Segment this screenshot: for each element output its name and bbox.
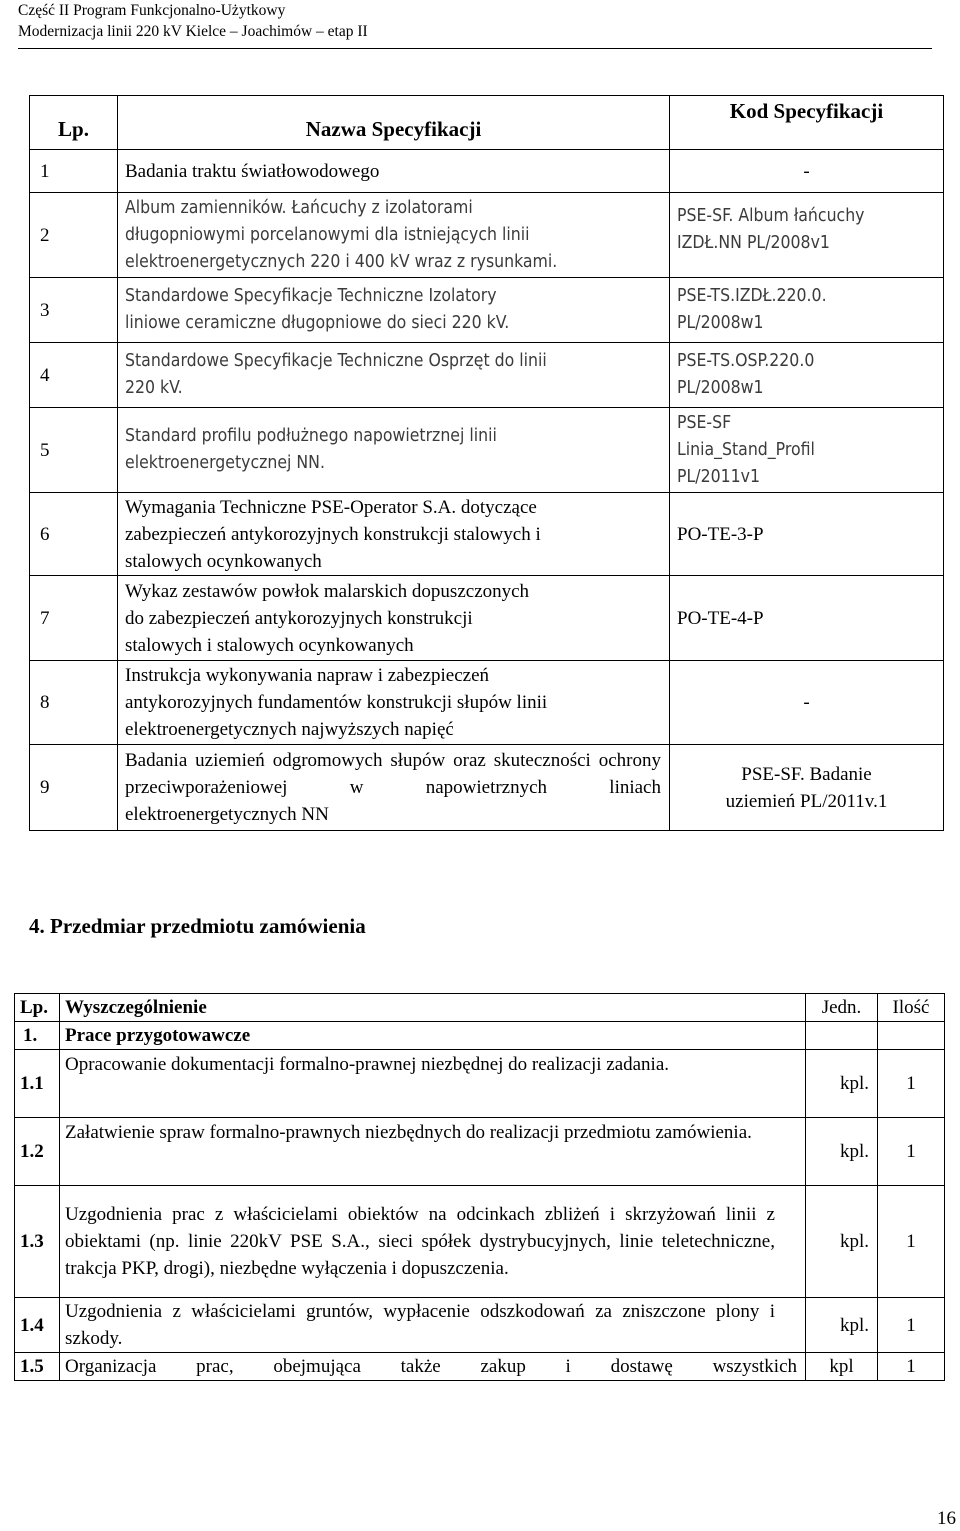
spec-code-line: PSE-TS.OSP.220.0	[677, 351, 815, 371]
qty-row-lp: 1.1	[15, 1050, 60, 1118]
header-line-2: Modernizacja linii 220 kV Kielce – Joachimów – etap II	[18, 23, 368, 40]
spec-row-lp: 2	[30, 193, 118, 278]
spec-row-code	[670, 661, 944, 745]
spec-header-name: Nazwa Specyfikacji	[118, 96, 670, 150]
spec-name-line: Wykaz zestawów powłok malarskich dopuszczonych	[125, 580, 530, 602]
spec-row-lp: 8	[30, 661, 118, 745]
qty-row-desc: Uzgodnienia z właścicielami gruntów, wypłacenie odszkodowań za zniszczone plony i szkody.	[60, 1298, 806, 1353]
spec-row-lp: 1	[30, 150, 118, 193]
qty-row-qty: 1	[878, 1186, 945, 1298]
qty-row-qty: 1	[878, 1050, 945, 1118]
qty-group-qty	[878, 1022, 945, 1050]
spec-code-line: -	[803, 160, 810, 182]
qty-row-unit: kpl.	[806, 1186, 878, 1298]
spec-name-line: liniowe ceramiczne długopniowe do sieci 220 kV.	[125, 313, 510, 333]
quantity-table	[14, 993, 945, 1381]
table-row	[15, 1118, 945, 1186]
spec-row-name	[118, 576, 670, 661]
spec-name-line: 220 kV.	[125, 378, 183, 398]
spec-row-code	[670, 576, 944, 661]
spec-row-code	[670, 745, 944, 831]
qty-header-desc: Wyszczególnienie	[60, 994, 806, 1022]
spec-name-line: antykorozyjnych fundamentów konstrukcji słupów linii	[125, 692, 548, 713]
qty-row-desc: Załatwienie spraw formalno-prawnych niezbędnych do realizacji przedmiotu zamówienia.	[60, 1118, 806, 1186]
spec-name-line: stalowych i stalowych ocynkowanych	[125, 634, 414, 656]
spec-code-line: PL/2011v1	[677, 466, 760, 487]
qty-row-lp: 1.4	[15, 1298, 60, 1353]
spec-row-code	[670, 150, 944, 193]
spec-row-name	[118, 408, 670, 493]
spec-row-code	[670, 278, 944, 343]
spec-row-code	[670, 193, 944, 278]
qty-header-row	[15, 994, 945, 1022]
header-line-1: Część II Program Funkcjonalno-Użytkowy	[18, 2, 286, 19]
spec-row-name	[118, 193, 670, 278]
spec-row	[30, 493, 944, 576]
spec-row-lp: 5	[30, 408, 118, 493]
spec-name-line: Wymagania Techniczne PSE-Operator S.A. dotyczące	[125, 496, 537, 518]
spec-code-line: Linia_Stand_Profil	[677, 439, 815, 460]
spec-row-lp: 3	[30, 278, 118, 343]
spec-code-line: -	[803, 692, 810, 713]
spec-code-line: PSE-TS.IZDŁ.220.0.	[677, 286, 827, 306]
qty-row-lp: 1.3	[15, 1186, 60, 1298]
spec-row-name	[118, 493, 670, 576]
qty-group-desc: Prace przygotowawcze	[60, 1022, 806, 1050]
qty-row-qty: 1	[878, 1298, 945, 1353]
qty-header-qty: Ilość	[878, 994, 945, 1022]
spec-name-line: elektroenergetycznych 220 i 400 kV wraz z rysunkami.	[125, 251, 558, 272]
qty-row-desc: Organizacja prac, obejmująca także zakup i dostawę wszystkich	[60, 1353, 806, 1381]
qty-row-desc: Uzgodnienia prac z właścicielami obiektów na odcinkach zbliżeń i skrzyżowań linii z obiektami (np. linie 220kV PSE S.A., sieci spółek dystrybucyjnych, linie teletechniczne, trakcja PKP, drogi), niezbędne wyłączenia i dopuszczenia.	[60, 1186, 806, 1298]
spec-header-code: Kod Specyfikacji	[670, 96, 944, 150]
section-title: 4. Przedmiar przedmiotu zamówienia	[29, 914, 366, 938]
table-row	[15, 1353, 945, 1381]
spec-row	[30, 745, 944, 831]
spec-row	[30, 343, 944, 408]
spec-row-lp: 6	[30, 493, 118, 576]
qty-row-desc: Opracowanie dokumentacji formalno-prawnej niezbędnej do realizacji zadania.	[60, 1050, 806, 1118]
qty-row-unit: kpl.	[806, 1118, 878, 1186]
spec-row-lp: 9	[30, 745, 118, 831]
spec-code-line: PO-TE-4-P	[677, 607, 764, 629]
spec-code-line: PSE-SF. Album łańcuchy	[677, 206, 865, 226]
specification-table	[29, 95, 944, 831]
spec-row-code	[670, 493, 944, 576]
spec-row-name	[118, 150, 670, 193]
spec-header-lp: Lp.	[30, 96, 118, 150]
spec-name-line: zabezpieczeń antykorozyjnych konstrukcji stalowych i	[125, 523, 541, 545]
spec-name-line: stalowych ocynkowanych	[125, 550, 322, 572]
qty-group-row	[15, 1022, 945, 1050]
qty-group-lp: 1.	[15, 1022, 60, 1050]
spec-name-line: Standard profilu podłużnego napowietrznej linii	[125, 426, 497, 446]
spec-row-code	[670, 343, 944, 408]
spec-code-line: PL/2008w1	[677, 378, 764, 398]
spec-code-line: PSE-SF. Badanie	[741, 763, 872, 785]
qty-row-lp: 1.2	[15, 1118, 60, 1186]
table-row	[15, 1186, 945, 1298]
spec-name-line: Standardowe Specyfikacje Techniczne Izolatory	[125, 286, 497, 306]
spec-name-line: Standardowe Specyfikacje Techniczne Osprzęt do linii	[125, 351, 547, 371]
qty-row-unit: kpl	[806, 1353, 878, 1381]
spec-row	[30, 278, 944, 343]
qty-group-unit	[806, 1022, 878, 1050]
spec-name-line: Album zamienników. Łańcuchy z izolatorami	[125, 197, 473, 218]
table-row	[15, 1050, 945, 1118]
qty-row-lp: 1.5	[15, 1353, 60, 1381]
spec-code-line: PO-TE-3-P	[677, 523, 764, 545]
spec-name-line: długopniowymi porcelanowymi dla istniejących linii	[125, 224, 530, 245]
spec-row-lp: 4	[30, 343, 118, 408]
spec-name-line: elektroenergetycznych najwyższych napięć	[125, 719, 454, 740]
qty-row-qty: 1	[878, 1353, 945, 1381]
spec-header-row	[30, 96, 944, 150]
spec-name-line: Badania uziemień odgromowych słupów oraz skuteczności ochrony przeciwporażeniowej w napowietrznych liniach elektroenergetycznych NN	[125, 750, 661, 825]
qty-header-unit: Jedn.	[806, 994, 878, 1022]
spec-row-code	[670, 408, 944, 493]
spec-code-line: PSE-SF	[677, 412, 732, 433]
spec-name-line: Instrukcja wykonywania napraw i zabezpieczeń	[125, 665, 489, 686]
spec-row	[30, 408, 944, 493]
spec-row	[30, 661, 944, 745]
spec-row-name	[118, 278, 670, 343]
spec-name-line: do zabezpieczeń antykorozyjnych konstrukcji	[125, 607, 473, 629]
header-rule	[18, 48, 932, 49]
spec-name-line: Badania traktu światłowodowego	[125, 160, 380, 182]
qty-row-unit: kpl.	[806, 1298, 878, 1353]
spec-row-lp: 7	[30, 576, 118, 661]
spec-row	[30, 193, 944, 278]
spec-name-line: elektroenergetycznej NN.	[125, 453, 325, 473]
document-header	[18, 0, 368, 42]
spec-code-line: PL/2008w1	[677, 313, 764, 333]
qty-header-lp: Lp.	[15, 994, 60, 1022]
table-row	[15, 1298, 945, 1353]
spec-code-line: IZDŁ.NN PL/2008v1	[677, 233, 830, 253]
spec-row-name	[118, 745, 670, 831]
page-number: 16	[937, 1508, 956, 1529]
qty-row-qty: 1	[878, 1118, 945, 1186]
qty-row-unit: kpl.	[806, 1050, 878, 1118]
spec-row-name	[118, 343, 670, 408]
spec-row-name	[118, 661, 670, 745]
spec-code-line: uziemień PL/2011v.1	[725, 790, 888, 812]
spec-row	[30, 576, 944, 661]
spec-row	[30, 150, 944, 193]
